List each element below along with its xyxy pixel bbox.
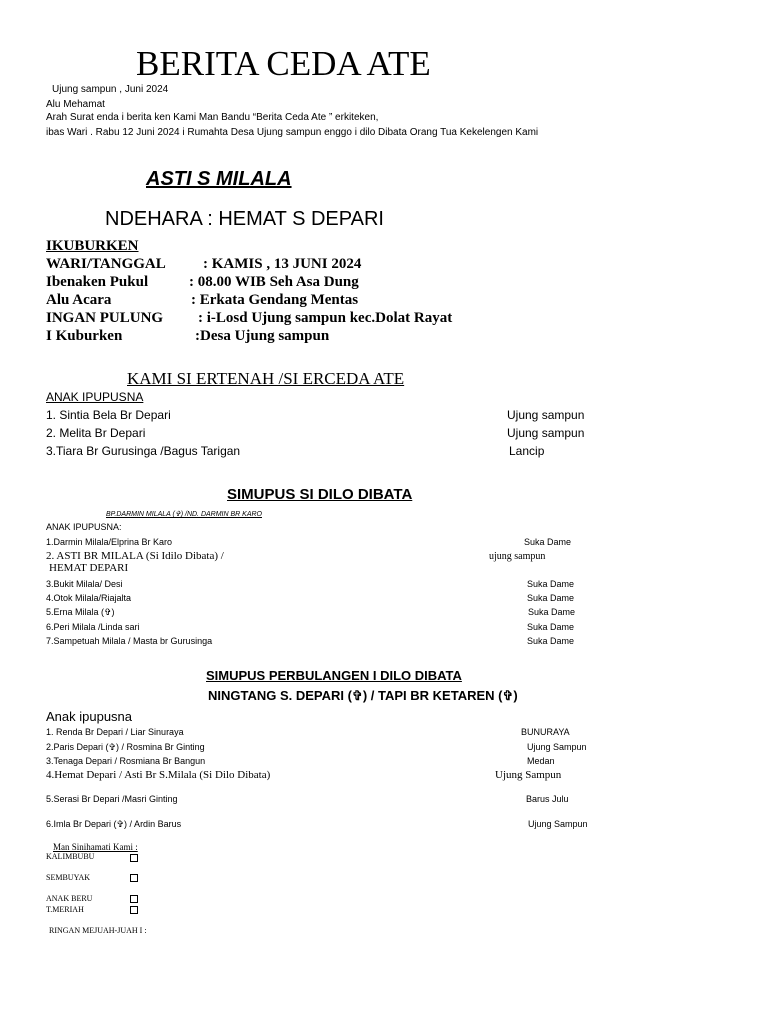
perbulangen-row-name: 3.Tenaga Depari / Rosmiana Br Bangun	[46, 756, 206, 766]
sympathy-item-label: KALIMBUBU	[46, 852, 95, 861]
spouse-name: NDEHARA : HEMAT S DEPARI	[105, 208, 384, 230]
closing-line: RINGAN MEJUAH-JUAH I :	[49, 926, 147, 935]
burial-label: Alu Acara	[46, 292, 112, 308]
sympathy-item-label: SEMBUYAK	[46, 873, 91, 882]
burial-value: : 08.00 WIB Seh Asa Dung	[189, 274, 359, 290]
simupus-row-place: Suka Dame	[527, 636, 575, 646]
perbulangen-row-place: Barus Julu	[526, 794, 569, 804]
perbulangen-row-place: BUNURAYA	[521, 727, 570, 737]
checkbox-icon	[130, 906, 138, 914]
family-subheading: ANAK IPUPUSNA	[46, 390, 144, 404]
perbulangen-row-name: 1. Renda Br Depari / Liar Sinuraya	[46, 727, 184, 737]
document-title: BERITA CEDA ATE	[136, 44, 431, 83]
perbulangen-heading: SIMUPUS PERBULANGEN I DILO DIBATA	[206, 668, 462, 683]
simupus-row-place: ujung sampun	[489, 551, 546, 562]
burial-value: :Desa Ujung sampun	[195, 328, 330, 344]
perbulangen-row-name: 2.Paris Depari (✞) / Rosmina Br Ginting	[46, 742, 205, 752]
checkbox-icon	[130, 854, 138, 862]
perbulangen-row-place: Ujung Sampun	[528, 819, 588, 829]
burial-label: I Kuburken	[46, 328, 123, 344]
simupus-row-name: 3.Bukit Milala/ Desi	[46, 579, 123, 589]
simupus-heading: SIMUPUS SI DILO DIBATA	[227, 486, 413, 503]
family-heading: KAMI SI ERTENAH /SI ERCEDA ATE	[127, 369, 405, 388]
simupus-row-name: 5.Erna Milala (✞)	[46, 607, 115, 617]
simupus-row-name: 6.Peri Milala /Linda sari	[46, 622, 140, 632]
burial-heading: IKUBURKEN	[46, 238, 139, 254]
family-row-place: Ujung sampun	[507, 408, 585, 422]
family-row-place: Lancip	[509, 444, 545, 458]
perbulangen-parents: NINGTANG S. DEPARI (✞) / TAPI BR KETAREN (✞)	[208, 688, 518, 703]
family-row-name: 3.Tiara Br Gurusinga /Bagus Tarigan	[46, 444, 241, 458]
perbulangen-subheading: Anak ipupusna	[46, 709, 133, 724]
checkbox-icon	[130, 874, 138, 882]
perbulangen-row-name: 6.Imla Br Depari (✞) / Ardin Barus	[46, 819, 182, 829]
burial-label: INGAN PULUNG	[46, 310, 164, 326]
sympathy-heading: Man Sinihamati Kami :	[53, 842, 138, 852]
simupus-row-place: Suka Dame	[524, 537, 572, 547]
simupus-row-name: 2. ASTI BR MILALA (Si Idilo Dibata) /	[46, 550, 224, 562]
perbulangen-row-place: Medan	[527, 756, 555, 766]
intro-line-1: Arah Surat enda i berita ken Kami Man Bandu “Berita Ceda Ate ” erkiteken,	[46, 112, 379, 123]
simupus-row-name: 7.Sampetuah Milala / Masta br Gurusinga	[46, 636, 213, 646]
sympathy-item-label: ANAK BERU	[46, 894, 93, 903]
simupus-parents: BP.DARMIN MILALA (✞) /ND. DARMIN BR KARO	[106, 511, 262, 518]
family-row-place: Ujung sampun	[507, 426, 585, 440]
greeting: Alu Mehamat	[46, 99, 105, 110]
simupus-row-place: Suka Dame	[527, 593, 575, 603]
burial-value: : i-Losd Ujung sampun kec.Dolat Rayat	[198, 310, 453, 326]
burial-label: Ibenaken Pukul	[46, 274, 149, 290]
simupus-row-place: Suka Dame	[528, 607, 576, 617]
simupus-row-name: 4.Otok Milala/Riajalta	[46, 593, 132, 603]
perbulangen-row-name: 4.Hemat Depari / Asti Br S.Milala (Si Dilo Dibata)	[46, 769, 271, 781]
burial-value: : Erkata Gendang Mentas	[191, 292, 359, 308]
sympathy-item-label: T.MERIAH	[46, 905, 84, 914]
family-row-name: 2. Melita Br Depari	[46, 426, 146, 440]
simupus-row-place: Suka Dame	[527, 579, 575, 589]
simupus-subheading: ANAK IPUPUSNA:	[46, 522, 122, 532]
simupus-row-name: 1.Darmin Milala/Elprina Br Karo	[46, 537, 173, 547]
burial-value: : KAMIS , 13 JUNI 2024	[203, 256, 362, 272]
family-row-name: 1. Sintia Bela Br Depari	[46, 408, 171, 422]
checkbox-icon	[130, 895, 138, 903]
intro-line-2: ibas Wari . Rabu 12 Juni 2024 i Rumahta Desa Ujung sampun enggo i dilo Dibata Orang Tua Kekelengen Kami	[46, 127, 539, 138]
perbulangen-row-name: 5.Serasi Br Depari /Masri Ginting	[46, 794, 178, 804]
deceased-name: ASTI S MILALA	[146, 168, 292, 190]
burial-label: WARI/TANGGAL	[46, 256, 166, 272]
perbulangen-row-place: Ujung Sampun	[527, 742, 587, 752]
place-date: Ujung sampun , Juni 2024	[52, 84, 169, 95]
simupus-row-name-2: HEMAT DEPARI	[49, 562, 129, 574]
perbulangen-row-place: Ujung Sampun	[495, 769, 562, 781]
simupus-row-place: Suka Dame	[527, 622, 575, 632]
